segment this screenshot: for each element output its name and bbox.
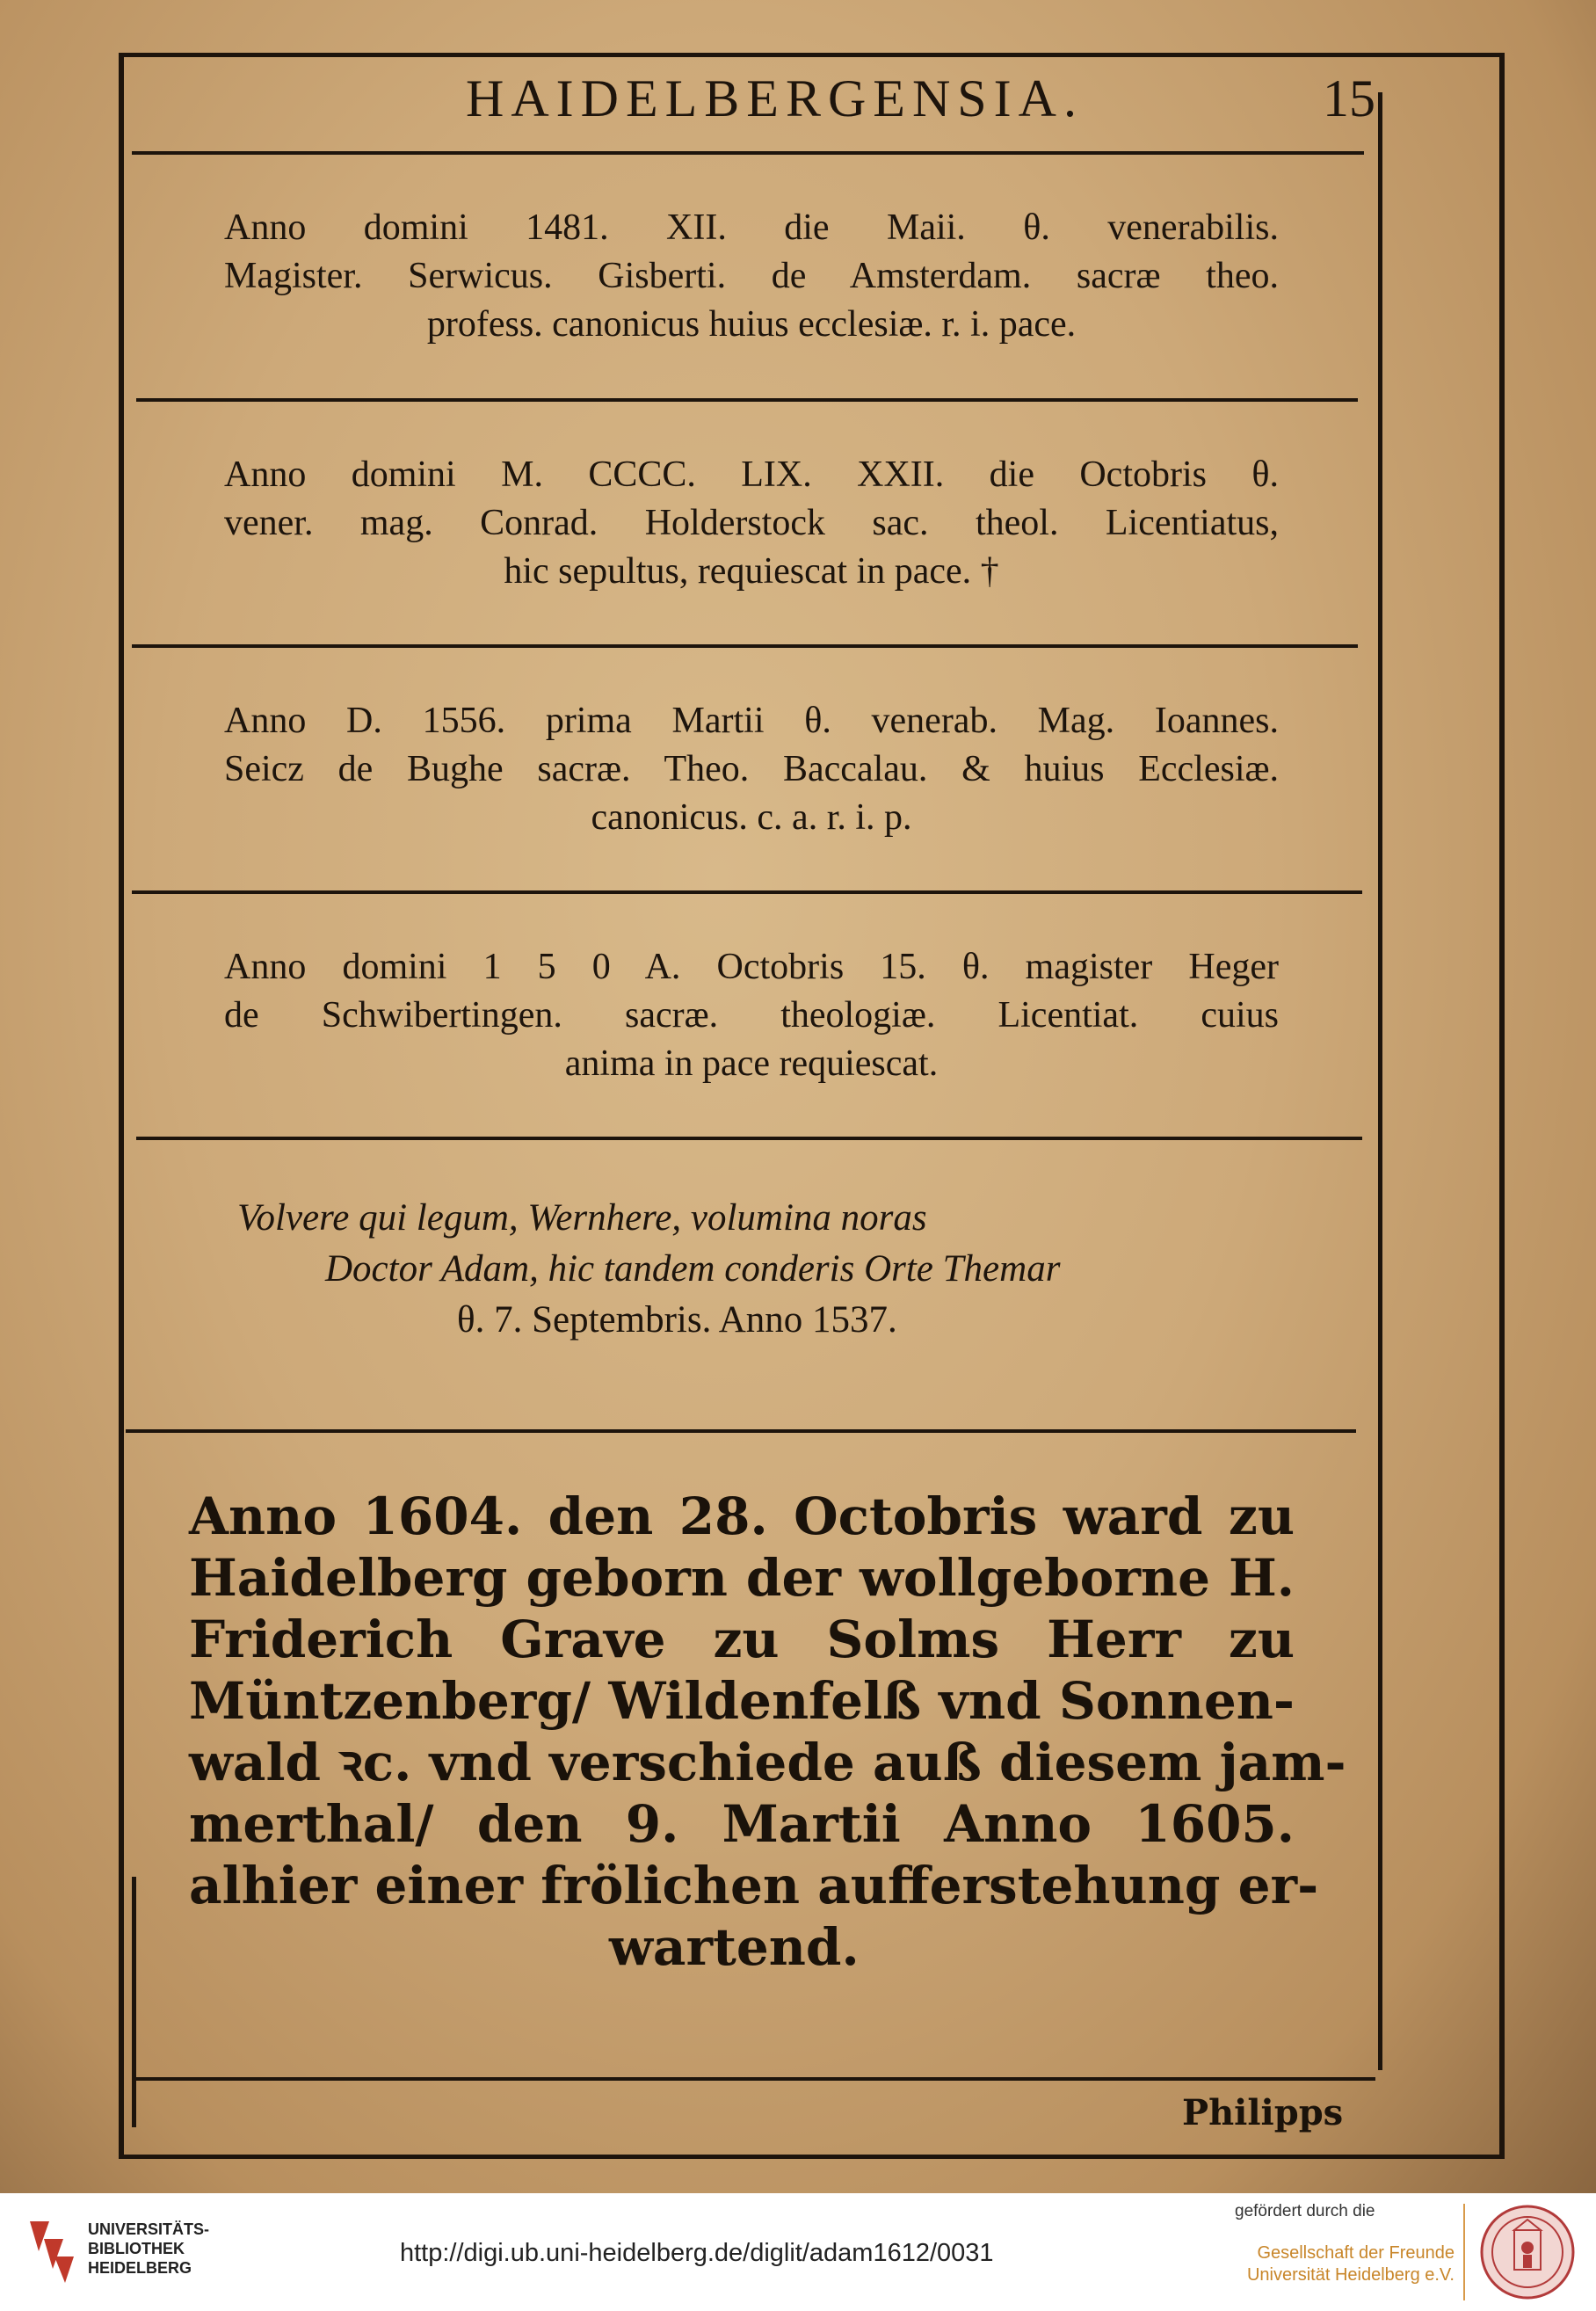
entry-line: anima in pace requiescat. xyxy=(564,1043,939,1084)
footer-separator xyxy=(1463,2204,1465,2300)
epitaph-entry-3 xyxy=(224,697,1279,842)
fraktur-line: Müntzenberg/ Wildenfelß vnd Sonnen- xyxy=(189,1671,1295,1731)
verse-line: Doctor Adam, hic tandem conderis Orte Themar xyxy=(325,1248,1061,1290)
entry-line: Seicz de Bughe sacræ. Theo. Baccalau. & huius Ecclesiæ. xyxy=(224,749,1279,789)
entry-line: canonicus. c. a. r. i. p. xyxy=(591,797,912,838)
running-title: HAIDELBERGENSIA. xyxy=(466,69,1084,127)
divider-rule xyxy=(132,151,1364,155)
sponsor-name-line: Universität Heidelberg e.V. xyxy=(1246,2265,1455,2285)
inner-border-left xyxy=(132,1877,136,2127)
entry-line: Anno domini M. CCCC. LIX. XXII. die Octobris θ. xyxy=(224,454,1279,495)
page-number: 15 xyxy=(1323,69,1375,127)
fraktur-line: merthal/ den 9. Martii Anno 1605. xyxy=(189,1794,1295,1854)
fraktur-line: Haidelberg geborn der wollgeborne H. xyxy=(189,1548,1295,1608)
entry-line: hic sepultus, requiescat in pace. † xyxy=(504,551,999,592)
divider-rule xyxy=(132,890,1362,894)
verse-line: Volvere qui legum, Wernhere, volumina noras xyxy=(237,1197,927,1239)
fraktur-line: wald ꝛc. vnd verschiede auß diesem jam- xyxy=(189,1733,1346,1792)
epitaph-entry-2 xyxy=(224,451,1279,596)
funded-by-label: gefördert durch die xyxy=(1235,2202,1375,2220)
entry-line: Anno domini 1 5 0 A. Octobris 15. θ. magister Heger xyxy=(224,947,1279,987)
library-name xyxy=(88,2220,209,2278)
sponsor-name-line: Gesellschaft der Freunde xyxy=(1257,2243,1455,2263)
library-logo-icon xyxy=(25,2213,76,2292)
epitaph-entry-4 xyxy=(224,943,1279,1088)
divider-rule xyxy=(126,1429,1356,1433)
viewer-footer xyxy=(0,2193,1596,2311)
sponsor-name xyxy=(1217,2242,1455,2286)
divider-rule xyxy=(136,1137,1362,1140)
library-name-line: HEIDELBERG xyxy=(88,2259,192,2277)
fraktur-line: wartend. xyxy=(609,1917,860,1977)
divider-rule xyxy=(136,398,1358,402)
entry-line: Anno domini 1481. XII. die Maii. θ. venerabilis. xyxy=(224,207,1279,248)
verse-line: θ. 7. Septembris. Anno 1537. xyxy=(457,1299,897,1341)
entry-line: vener. mag. Conrad. Holderstock sac. theol. Licentiatus, xyxy=(224,503,1279,543)
epitaph-entry-1 xyxy=(224,204,1279,349)
entry-line: Anno D. 1556. prima Martii θ. venerab. Mag. Ioannes. xyxy=(224,701,1279,741)
divider-rule xyxy=(132,2077,1375,2081)
fraktur-line: alhier einer frölichen aufferstehung er- xyxy=(189,1856,1319,1915)
entry-line: profess. canonicus huius ecclesiæ. r. i. pace. xyxy=(426,304,1077,345)
german-epitaph xyxy=(189,1486,1346,1978)
university-seal-icon xyxy=(1479,2204,1576,2300)
catchword: Philipps xyxy=(1182,2092,1344,2133)
permalink-url[interactable]: http://digi.ub.uni-heidelberg.de/diglit/adam1612/0031 xyxy=(400,2239,994,2267)
library-name-line: BIBLIOTHEK xyxy=(88,2240,185,2257)
divider-rule xyxy=(132,644,1358,648)
entry-line: Magister. Serwicus. Gisberti. de Amsterdam. sacræ theo. xyxy=(224,256,1279,296)
entry-line: de Schwibertingen. sacræ. theologiæ. Licentiat. cuius xyxy=(224,995,1279,1036)
running-header xyxy=(132,69,1375,148)
latin-verse xyxy=(233,1193,1296,1346)
library-name-line: UNIVERSITÄTS- xyxy=(88,2220,210,2238)
inner-border-right xyxy=(1378,92,1382,2070)
fraktur-line: Friderich Grave zu Solms Herr zu xyxy=(189,1610,1295,1669)
fraktur-line: Anno 1604. den 28. Octobris ward zu xyxy=(189,1486,1295,1546)
